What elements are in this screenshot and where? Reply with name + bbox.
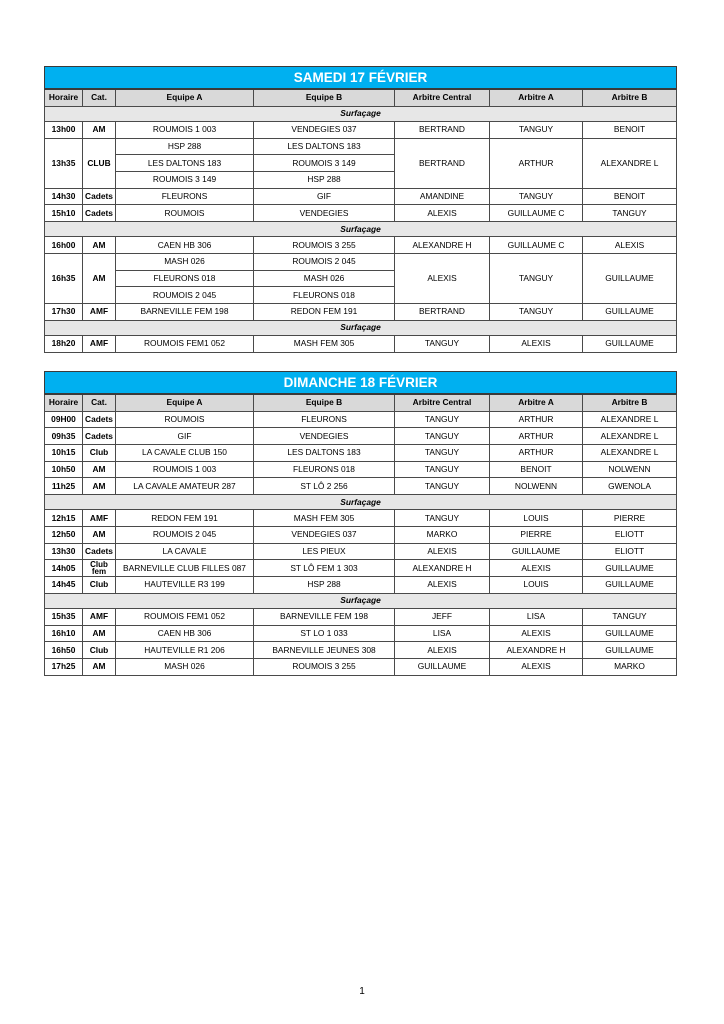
central-referee: LISA (395, 625, 490, 642)
team-b: LES DALTONS 183 (254, 138, 395, 155)
referee-a: ARTHUR (490, 138, 583, 188)
column-header-row (45, 394, 677, 411)
match-category: AM (83, 461, 116, 478)
central-referee: TANGUY (395, 478, 490, 495)
match-row (45, 659, 677, 676)
match-row (45, 188, 677, 205)
header-referee-a: Arbitre A (490, 394, 583, 411)
central-referee: ALEXIS (395, 205, 490, 222)
referee-a: ALEXANDRE H (490, 642, 583, 659)
team-b: HSP 288 (254, 171, 395, 188)
resurfacing-label: Surfaçage (45, 593, 677, 608)
referee-b: GUILLAUME (583, 303, 677, 320)
header-central-referee: Arbitre Central (395, 89, 490, 106)
match-time: 10h50 (45, 461, 83, 478)
header-team-a: Equipe A (116, 394, 254, 411)
resurfacing-row (45, 106, 677, 121)
match-category: Cadets (83, 188, 116, 205)
match-category: Cadets (83, 205, 116, 222)
header-category: Cat. (83, 394, 116, 411)
team-a: HSP 288 (116, 138, 254, 155)
team-a: ROUMOIS 1 003 (116, 121, 254, 138)
team-b: VENDEGIES (254, 205, 395, 222)
header-team-b: Equipe B (254, 89, 395, 106)
team-a: LA CAVALE AMATEUR 287 (116, 478, 254, 495)
team-a: FLEURONS (116, 188, 254, 205)
team-a: REDON FEM 191 (116, 510, 254, 527)
referee-b: PIERRE (583, 510, 677, 527)
team-b: ST LÔ 2 256 (254, 478, 395, 495)
central-referee: BERTRAND (395, 138, 490, 188)
team-b: MASH FEM 305 (254, 510, 395, 527)
header-central-referee: Arbitre Central (395, 394, 490, 411)
referee-b: TANGUY (583, 608, 677, 625)
match-time: 18h20 (45, 335, 83, 352)
central-referee: ALEXANDRE H (395, 560, 490, 577)
saturday-schedule-table (44, 66, 677, 353)
resurfacing-row (45, 593, 677, 608)
header-referee-b: Arbitre B (583, 89, 677, 106)
team-b: LES DALTONS 183 (254, 445, 395, 462)
referee-b: ALEXANDRE L (583, 428, 677, 445)
match-time: 16h50 (45, 642, 83, 659)
team-b: MASH 026 (254, 270, 395, 287)
header-team-a: Equipe A (116, 89, 254, 106)
referee-a: ARTHUR (490, 445, 583, 462)
central-referee: TANGUY (395, 510, 490, 527)
referee-a: LOUIS (490, 510, 583, 527)
referee-a: PIERRE (490, 527, 583, 544)
match-row (45, 411, 677, 428)
match-row (45, 510, 677, 527)
team-b: ROUMOIS 3 255 (254, 237, 395, 254)
match-category: AMF (83, 303, 116, 320)
match-time: 17h25 (45, 659, 83, 676)
team-a: BARNEVILLE CLUB FILLES 087 (116, 560, 254, 577)
match-time: 14h05 (45, 560, 83, 577)
match-category: AMF (83, 510, 116, 527)
schedule-body (45, 411, 677, 675)
resurfacing-label: Surfaçage (45, 495, 677, 510)
referee-a: ARTHUR (490, 411, 583, 428)
team-a: BARNEVILLE FEM 198 (116, 303, 254, 320)
header-team-b: Equipe B (254, 394, 395, 411)
central-referee: ALEXIS (395, 642, 490, 659)
match-time: 13h30 (45, 543, 83, 560)
match-row (45, 237, 677, 254)
referee-a: ALEXIS (490, 335, 583, 352)
match-time: 12h15 (45, 510, 83, 527)
match-time: 09h35 (45, 428, 83, 445)
team-a: GIF (116, 428, 254, 445)
referee-b: ELIOTT (583, 527, 677, 544)
referee-a: TANGUY (490, 253, 583, 303)
referee-b: GUILLAUME (583, 253, 677, 303)
match-time: 13h35 (45, 138, 83, 188)
match-row (45, 642, 677, 659)
referee-b: GUILLAUME (583, 642, 677, 659)
central-referee: BERTRAND (395, 121, 490, 138)
column-header-row (45, 89, 677, 106)
match-row (45, 121, 677, 138)
match-time: 16h00 (45, 237, 83, 254)
central-referee: TANGUY (395, 461, 490, 478)
match-category: AM (83, 237, 116, 254)
resurfacing-row (45, 320, 677, 335)
match-time: 14h30 (45, 188, 83, 205)
referee-a: BENOIT (490, 461, 583, 478)
team-b: ROUMOIS 3 149 (254, 155, 395, 172)
match-time: 11h25 (45, 478, 83, 495)
match-category: Club (83, 445, 116, 462)
day-title: DIMANCHE 18 FÉVRIER (45, 372, 677, 395)
referee-b: TANGUY (583, 205, 677, 222)
central-referee: AMANDINE (395, 188, 490, 205)
resurfacing-row (45, 222, 677, 237)
match-category: AM (83, 659, 116, 676)
team-b: BARNEVILLE JEUNES 308 (254, 642, 395, 659)
header-referee-b: Arbitre B (583, 394, 677, 411)
match-category: Club (83, 642, 116, 659)
schedule-body (45, 106, 677, 352)
referee-b: NOLWENN (583, 461, 677, 478)
match-category: AMF (83, 608, 116, 625)
team-a: ROUMOIS 2 045 (116, 527, 254, 544)
referee-b: ALEXANDRE L (583, 445, 677, 462)
match-category: AMF (83, 335, 116, 352)
team-b: GIF (254, 188, 395, 205)
team-b: FLEURONS (254, 411, 395, 428)
referee-a: LISA (490, 608, 583, 625)
page-number: 1 (359, 986, 365, 997)
referee-a: NOLWENN (490, 478, 583, 495)
resurfacing-label: Surfaçage (45, 106, 677, 121)
match-time: 14h45 (45, 577, 83, 594)
team-b: ROUMOIS 2 045 (254, 253, 395, 270)
match-time: 10h15 (45, 445, 83, 462)
referee-a: GUILLAUME C (490, 237, 583, 254)
central-referee: TANGUY (395, 335, 490, 352)
referee-b: GUILLAUME (583, 625, 677, 642)
match-category: AM (83, 625, 116, 642)
referee-b: BENOIT (583, 121, 677, 138)
team-a: ROUMOIS 2 045 (116, 287, 254, 304)
match-category: Cadets (83, 411, 116, 428)
match-category: Club fem (83, 560, 116, 577)
team-b: REDON FEM 191 (254, 303, 395, 320)
match-row (45, 478, 677, 495)
team-a: CAEN HB 306 (116, 625, 254, 642)
match-row (45, 577, 677, 594)
referee-a: GUILLAUME (490, 543, 583, 560)
match-time: 09H00 (45, 411, 83, 428)
central-referee: JEFF (395, 608, 490, 625)
referee-b: BENOIT (583, 188, 677, 205)
central-referee: MARKO (395, 527, 490, 544)
header-referee-a: Arbitre A (490, 89, 583, 106)
referee-a: ALEXIS (490, 659, 583, 676)
match-row (45, 335, 677, 352)
team-b: MASH FEM 305 (254, 335, 395, 352)
referee-a: TANGUY (490, 188, 583, 205)
team-b: LES PIEUX (254, 543, 395, 560)
team-a: MASH 026 (116, 253, 254, 270)
team-a: ROUMOIS FEM1 052 (116, 608, 254, 625)
match-row (45, 253, 677, 270)
match-row (45, 527, 677, 544)
referee-b: MARKO (583, 659, 677, 676)
header-horaire: Horaire (45, 394, 83, 411)
match-row (45, 608, 677, 625)
team-b: ST LO 1 033 (254, 625, 395, 642)
referee-b: ALEXANDRE L (583, 138, 677, 188)
match-row (45, 625, 677, 642)
referee-a: ALEXIS (490, 560, 583, 577)
match-row (45, 303, 677, 320)
match-row (45, 461, 677, 478)
team-a: HAUTEVILLE R3 199 (116, 577, 254, 594)
match-time: 12h50 (45, 527, 83, 544)
referee-a: TANGUY (490, 121, 583, 138)
match-time: 13h00 (45, 121, 83, 138)
referee-b: GUILLAUME (583, 577, 677, 594)
team-a: ROUMOIS 1 003 (116, 461, 254, 478)
referee-b: GWENOLA (583, 478, 677, 495)
referee-b: ELIOTT (583, 543, 677, 560)
team-a: MASH 026 (116, 659, 254, 676)
team-b: BARNEVILLE FEM 198 (254, 608, 395, 625)
match-category: AM (83, 527, 116, 544)
team-b: ST LÔ FEM 1 303 (254, 560, 395, 577)
match-category: AM (83, 253, 116, 303)
referee-b: ALEXIS (583, 237, 677, 254)
sunday-schedule-table (44, 371, 677, 676)
central-referee: TANGUY (395, 428, 490, 445)
team-b: ROUMOIS 3 255 (254, 659, 395, 676)
match-category: AM (83, 478, 116, 495)
central-referee: ALEXIS (395, 577, 490, 594)
match-time: 17h30 (45, 303, 83, 320)
central-referee: BERTRAND (395, 303, 490, 320)
match-row (45, 560, 677, 577)
referee-b: GUILLAUME (583, 335, 677, 352)
team-a: LA CAVALE (116, 543, 254, 560)
referee-a: ARTHUR (490, 428, 583, 445)
match-row (45, 138, 677, 155)
resurfacing-row (45, 495, 677, 510)
team-b: FLEURONS 018 (254, 461, 395, 478)
central-referee: GUILLAUME (395, 659, 490, 676)
central-referee: ALEXIS (395, 543, 490, 560)
match-category: Cadets (83, 428, 116, 445)
header-horaire: Horaire (45, 89, 83, 106)
central-referee: TANGUY (395, 445, 490, 462)
central-referee: ALEXIS (395, 253, 490, 303)
match-row (45, 205, 677, 222)
match-category: Cadets (83, 543, 116, 560)
team-a: CAEN HB 306 (116, 237, 254, 254)
team-a: HAUTEVILLE R1 206 (116, 642, 254, 659)
referee-b: GUILLAUME (583, 560, 677, 577)
referee-b: ALEXANDRE L (583, 411, 677, 428)
team-a: FLEURONS 018 (116, 270, 254, 287)
match-category: AM (83, 121, 116, 138)
match-row (45, 428, 677, 445)
match-time: 16h35 (45, 253, 83, 303)
referee-a: GUILLAUME C (490, 205, 583, 222)
match-time: 15h10 (45, 205, 83, 222)
resurfacing-label: Surfaçage (45, 320, 677, 335)
team-a: ROUMOIS FEM1 052 (116, 335, 254, 352)
team-b: HSP 288 (254, 577, 395, 594)
match-row (45, 445, 677, 462)
match-row (45, 543, 677, 560)
team-a: LES DALTONS 183 (116, 155, 254, 172)
central-referee: ALEXANDRE H (395, 237, 490, 254)
team-b: VENDEGIES 037 (254, 121, 395, 138)
team-a: LA CAVALE CLUB 150 (116, 445, 254, 462)
referee-a: TANGUY (490, 303, 583, 320)
central-referee: TANGUY (395, 411, 490, 428)
match-category: CLUB (83, 138, 116, 188)
team-a: ROUMOIS 3 149 (116, 171, 254, 188)
resurfacing-label: Surfaçage (45, 222, 677, 237)
day-title: SAMEDI 17 FÉVRIER (45, 67, 677, 90)
team-a: ROUMOIS (116, 411, 254, 428)
match-time: 16h10 (45, 625, 83, 642)
match-time: 15h35 (45, 608, 83, 625)
match-category: Club (83, 577, 116, 594)
team-b: VENDEGIES 037 (254, 527, 395, 544)
referee-a: ALEXIS (490, 625, 583, 642)
team-b: FLEURONS 018 (254, 287, 395, 304)
header-category: Cat. (83, 89, 116, 106)
team-b: VENDEGIES (254, 428, 395, 445)
team-a: ROUMOIS (116, 205, 254, 222)
referee-a: LOUIS (490, 577, 583, 594)
